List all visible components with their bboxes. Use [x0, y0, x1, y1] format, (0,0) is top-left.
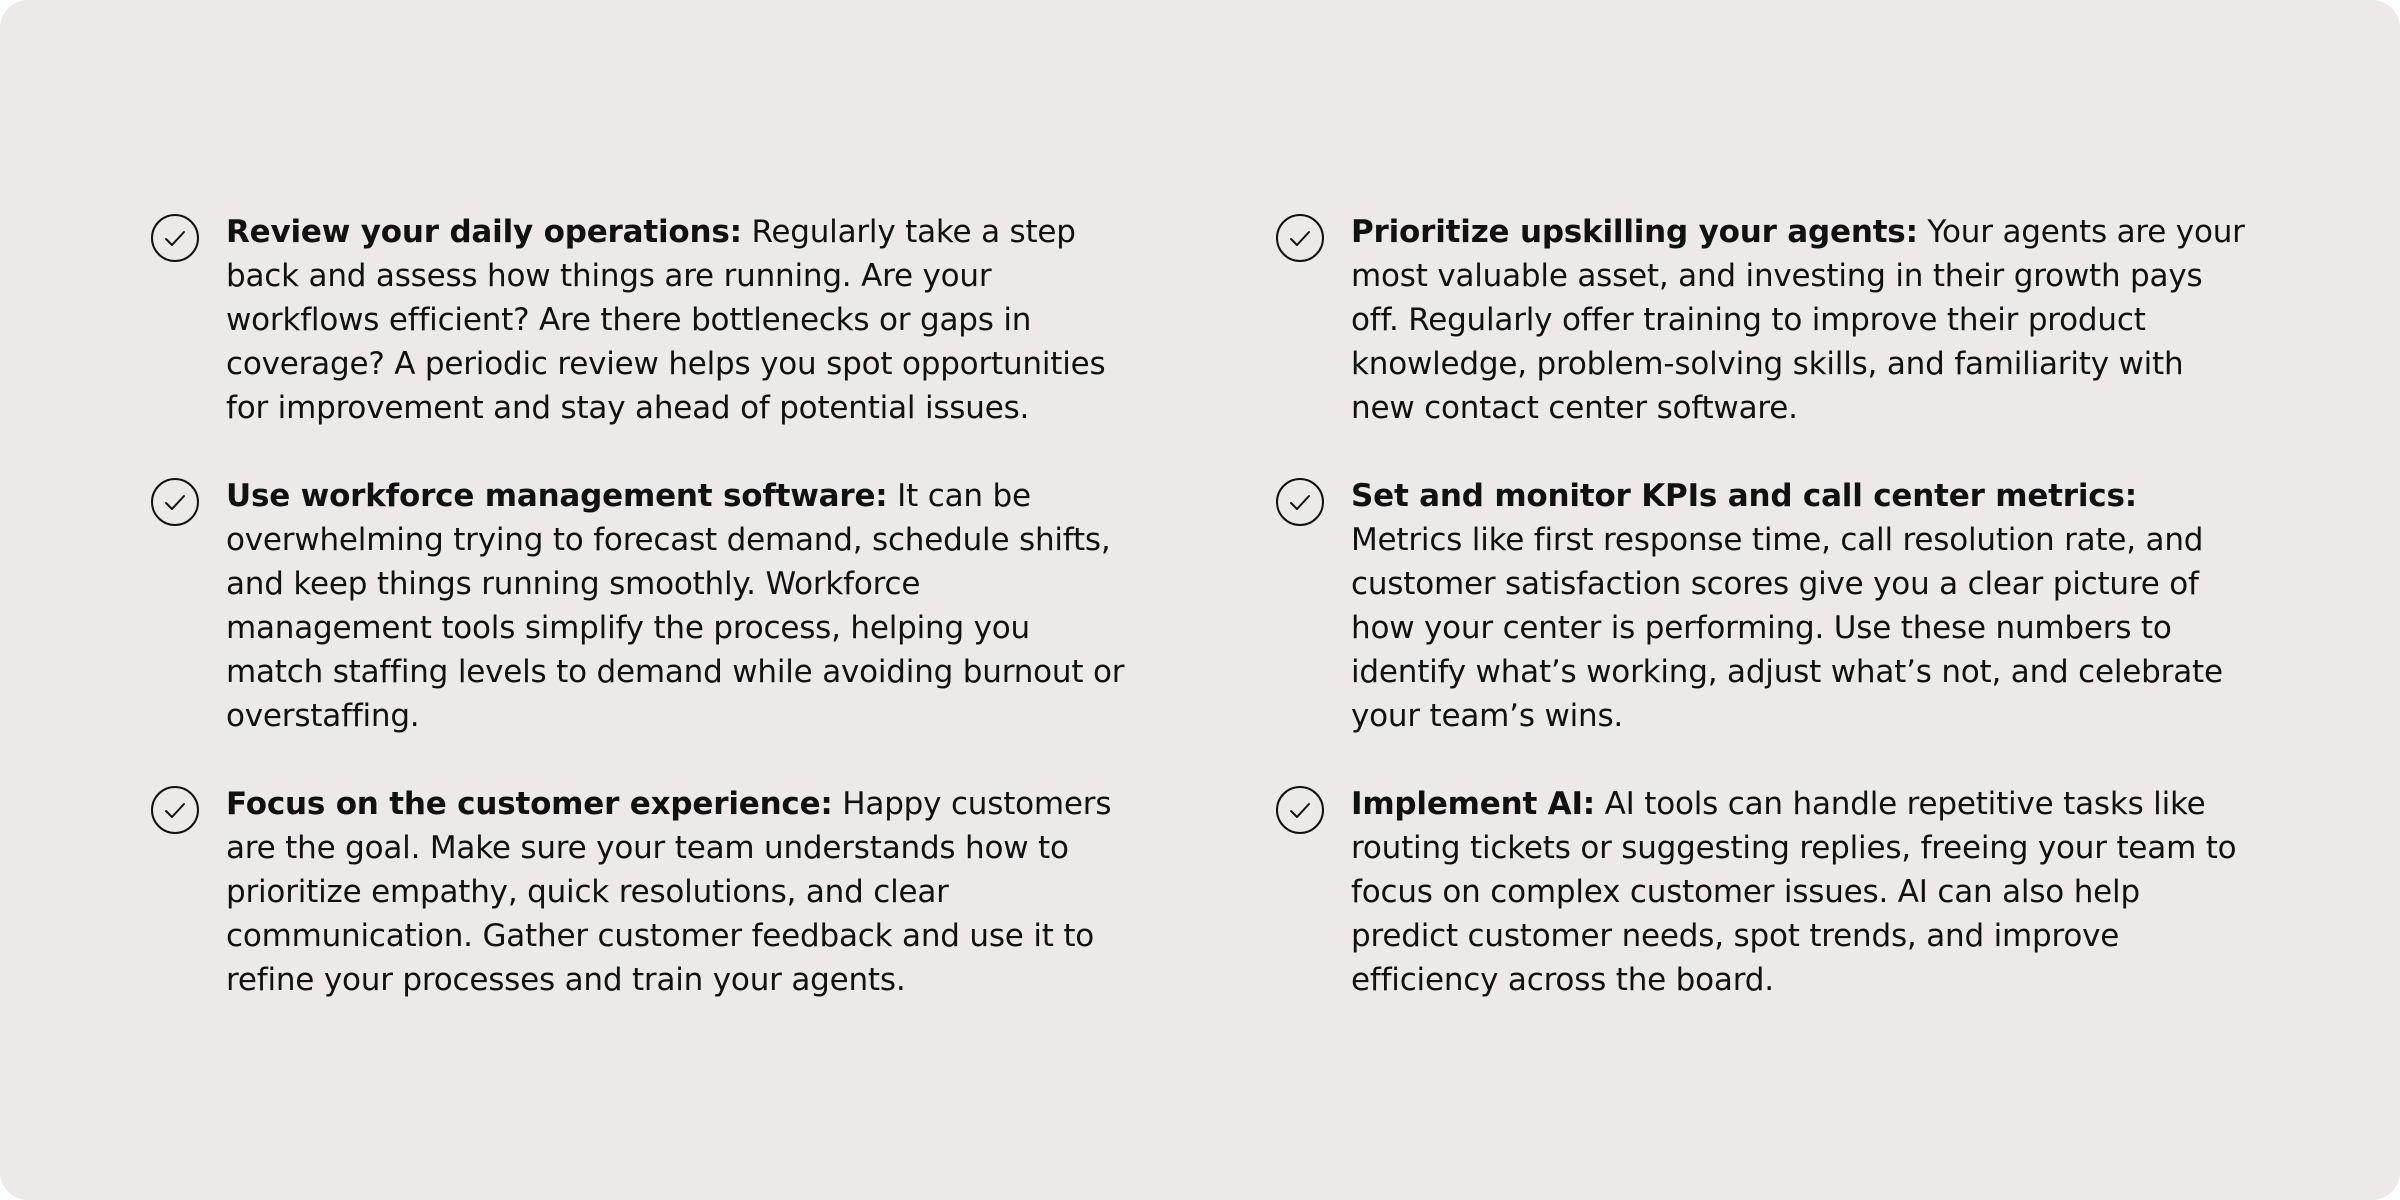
tips-columns [150, 210, 2250, 1002]
right-column [1275, 210, 2250, 1002]
tip-title: Review your daily operations: [226, 214, 742, 250]
tip-text [1351, 474, 2250, 738]
tip-title: Prioritize upskilling your agents: [1351, 214, 1918, 250]
tip-item [1275, 474, 2250, 738]
tip-text [1351, 210, 2250, 430]
tip-title: Use workforce management software: [226, 478, 888, 514]
tip-text [226, 210, 1125, 430]
check-circle-icon [1275, 477, 1325, 527]
tip-title: Set and monitor KPIs and call center metrics: [1351, 478, 2137, 514]
tip-text [1351, 782, 2250, 1002]
tip-text [226, 782, 1125, 1002]
tip-body: Regularly take a step back and assess how things are running. Are your workflows efficient? Are there bottlenecks or gaps in coverage? A periodic review helps you spot opportunities for improvement and stay ahead of potential issues. [226, 214, 1106, 426]
check-circle-icon [150, 213, 200, 263]
tip-item [1275, 782, 2250, 1002]
tip-item [150, 474, 1125, 738]
tip-title: Implement AI: [1351, 786, 1596, 822]
tip-title: Focus on the customer experience: [226, 786, 833, 822]
tip-body: Your agents are your most valuable asset, and investing in their growth pays off. Regularly offer training to improve their product knowledge, problem-solving skills, and familiarity with new contact center software. [1351, 214, 2245, 426]
left-column [150, 210, 1125, 1002]
check-circle-icon [150, 785, 200, 835]
tip-body: AI tools can handle repetitive tasks like routing tickets or suggesting replies, freeing your team to focus on complex customer issues. AI can also help predict customer needs, spot trends, and improve efficiency across the board. [1351, 786, 2237, 998]
tip-body: Happy customers are the goal. Make sure your team understands how to prioritize empathy, quick resolutions, and clear communication. Gather customer feedback and use it to refine your processes and train your agents. [226, 786, 1112, 998]
tip-text [226, 474, 1125, 738]
check-circle-icon [150, 477, 200, 527]
tip-body: It can be overwhelming trying to forecast demand, schedule shifts, and keep things running smoothly. Workforce management tools simplify the process, helping you match staffing levels to demand while avoiding burnout or overstaffing. [226, 478, 1125, 734]
check-circle-icon [1275, 213, 1325, 263]
tip-item [1275, 210, 2250, 430]
check-circle-icon [1275, 785, 1325, 835]
tip-item [150, 210, 1125, 430]
tip-body: Metrics like first response time, call resolution rate, and customer satisfaction scores give you a clear picture of how your center is performing. Use these numbers to identify what’s working, adjust what’s not, and celebrate your team’s wins. [1351, 522, 2223, 734]
tip-item [150, 782, 1125, 1002]
